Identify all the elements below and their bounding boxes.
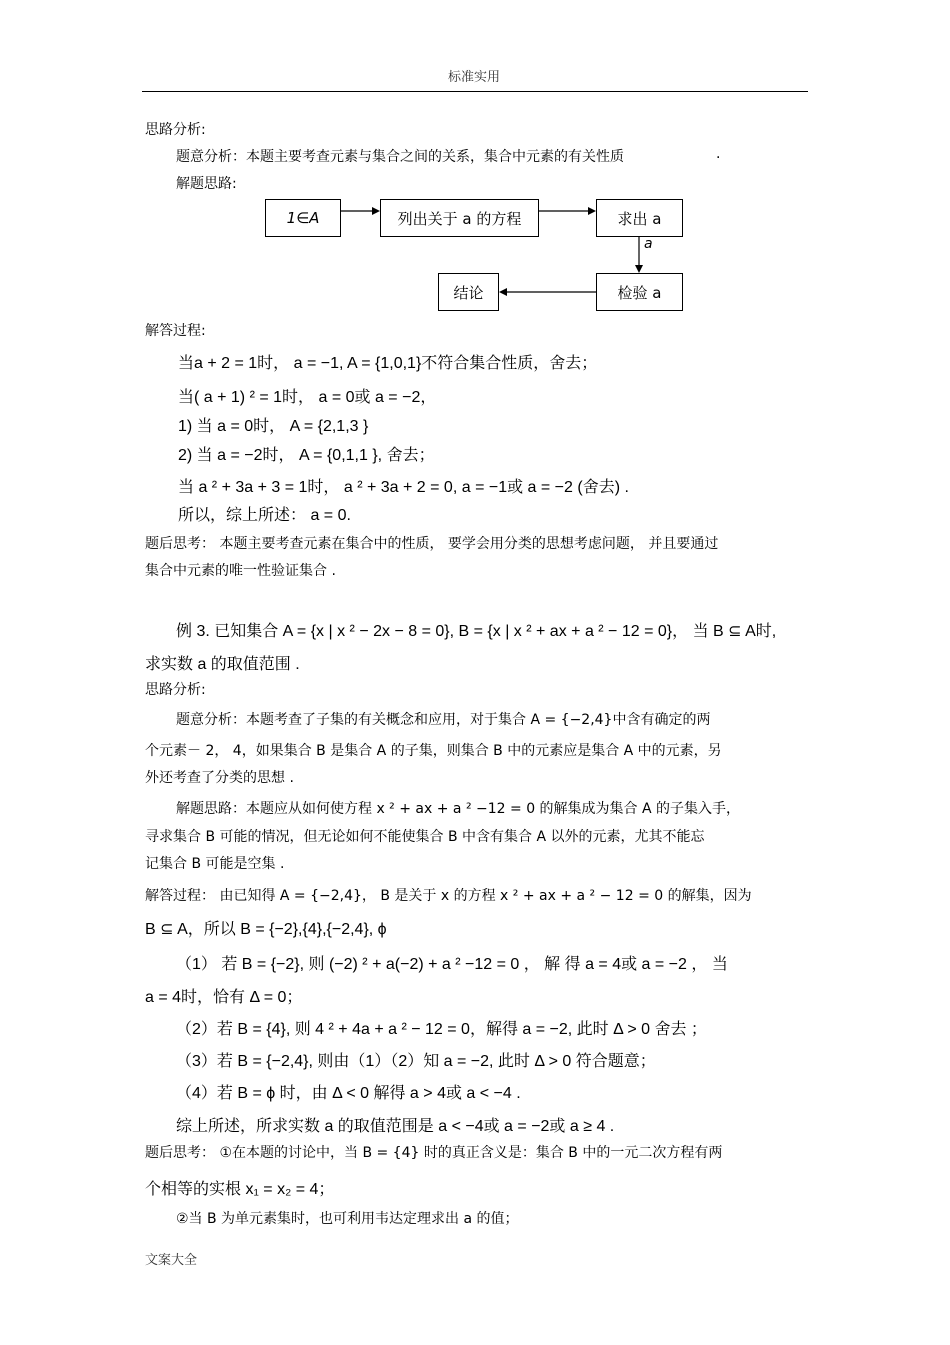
flow-box-solve: 求出 a bbox=[596, 199, 683, 237]
flow-arrow-label: a bbox=[644, 236, 653, 252]
example3-case-3: （3）若 B = {−2,4}, 则由（1）（2）知 a = −2, 此时 Δ > 0 符合题意； bbox=[176, 1053, 656, 1070]
idea-heading: 解题思路: bbox=[176, 176, 237, 192]
solution-line-1: 当a + 2 = 1时， a = −1, A = {1,0,1}不符合集合性质，舍去； bbox=[178, 355, 598, 372]
example3-topic-3: 外还考查了分类的思想 . bbox=[145, 770, 294, 786]
example3-summary: 综上所述，所求实数 a 的取值范围是 a < −4或 a = −2或 a ≥ 4 . bbox=[176, 1118, 615, 1135]
flow-box-equation: 列出关于 a 的方程 bbox=[380, 199, 539, 237]
solution-line-3: 1) 当 a = 0时， A = {2,1,3 } bbox=[178, 418, 369, 435]
example3-reflect-3: ②当 B 为单元素集时，也可利用韦达定理求出 a 的值； bbox=[176, 1211, 519, 1227]
example3-idea-3: 记集合 B 可能是空集 . bbox=[145, 856, 285, 872]
example3-statement-2: 求实数 a 的取值范围 . bbox=[145, 656, 300, 673]
topic-analysis: 题意分析：本题主要考查元素与集合之间的关系，集合中元素的有关性质 bbox=[176, 149, 624, 165]
reflection-line-1: 题后思考： 本题主要考查元素在集合中的性质， 要学会用分类的思想考虑问题， 并且要通过 bbox=[145, 536, 719, 552]
example3-heading: 思路分析: bbox=[145, 682, 206, 698]
solution-line-5: 当 a ² + 3a + 3 = 1时， a ² + 3a + 2 = 0, a = −1或 a = −2 (舍去) . bbox=[178, 479, 629, 496]
flow-box-check: 检验 a bbox=[596, 273, 683, 311]
example3-case-2: （2）若 B = {4}, 则 4 ² + 4a + a ² − 12 = 0，解得 a = −2, 此时 Δ > 0 舍去 ； bbox=[176, 1021, 707, 1038]
flow-box-conclusion: 结论 bbox=[438, 273, 499, 311]
example3-idea-1: 解题思路：本题应从如何使方程 x ² + ax + a ² −12 = 0 的解集成为集合 A 的子集入手， bbox=[176, 801, 741, 817]
solution-line-6: 所以，综上所述： a = 0. bbox=[178, 507, 351, 524]
flow-arrows bbox=[0, 0, 950, 330]
example3-case-1a: （1） 若 B = {−2}, 则 (−2) ² + a(−2) + a ² −12 = 0 ， 解 得 a = 4或 a = −2 ， 当 bbox=[176, 956, 728, 973]
example3-solve-2: B ⊆ A，所以 B = {−2},{4},{−2,4}, ϕ bbox=[145, 921, 387, 938]
solution-line-2: 当( a + 1) ² = 1时， a = 0或 a = −2， bbox=[178, 389, 437, 406]
topic-analysis-end: . bbox=[716, 146, 721, 162]
example3-reflect-2: 个相等的实根 x₁ = x₂ = 4； bbox=[145, 1181, 335, 1198]
example3-statement-1: 例 3. 已知集合 A = {x | x ² − 2x − 8 = 0}, B = {x | x ² + ax + a ² − 12 = 0}， 当 B ⊆ A时, bbox=[176, 623, 777, 640]
section-heading: 思路分析: bbox=[145, 122, 206, 138]
solve-heading: 解答过程: bbox=[145, 323, 206, 339]
flow-box-membership: 1∈A bbox=[265, 199, 341, 237]
page-header: 标准实用 bbox=[448, 70, 501, 85]
reflection-line-2: 集合中元素的唯一性验证集合 . bbox=[145, 563, 336, 579]
example3-idea-2: 寻求集合 B 可能的情况，但无论如何不能使集合 B 中含有集合 A 以外的元素，尤其不能忘 bbox=[145, 829, 705, 845]
example3-case-1b: a = 4时，恰有 Δ = 0； bbox=[145, 989, 303, 1006]
example3-topic-1: 题意分析：本题考查了子集的有关概念和应用，对于集合 A = {−2,4}中含有确定的两 bbox=[176, 712, 711, 728]
example3-reflect-1: 题后思考： ①在本题的讨论中，当 B = {4} 时的真正含义是：集合 B 中的一元二次方程有两 bbox=[145, 1145, 723, 1161]
example3-case-4: （4）若 B = ϕ 时，由 Δ < 0 解得 a > 4或 a < −4 . bbox=[176, 1085, 521, 1102]
page-footer: 文案大全 bbox=[145, 1253, 198, 1268]
example3-solve-1: 解答过程： 由已知得 A = {−2,4}， B 是关于 x 的方程 x ² + ax + a ² − 12 = 0 的解集，因为 bbox=[145, 888, 752, 904]
solution-line-4: 2) 当 a = −2时， A = {0,1,1 }, 舍去； bbox=[178, 447, 435, 464]
example3-topic-2: 个元素－ 2， 4，如果集合 B 是集合 A 的子集，则集合 B 中的元素应是集合 A 中的元素，另 bbox=[145, 743, 722, 759]
